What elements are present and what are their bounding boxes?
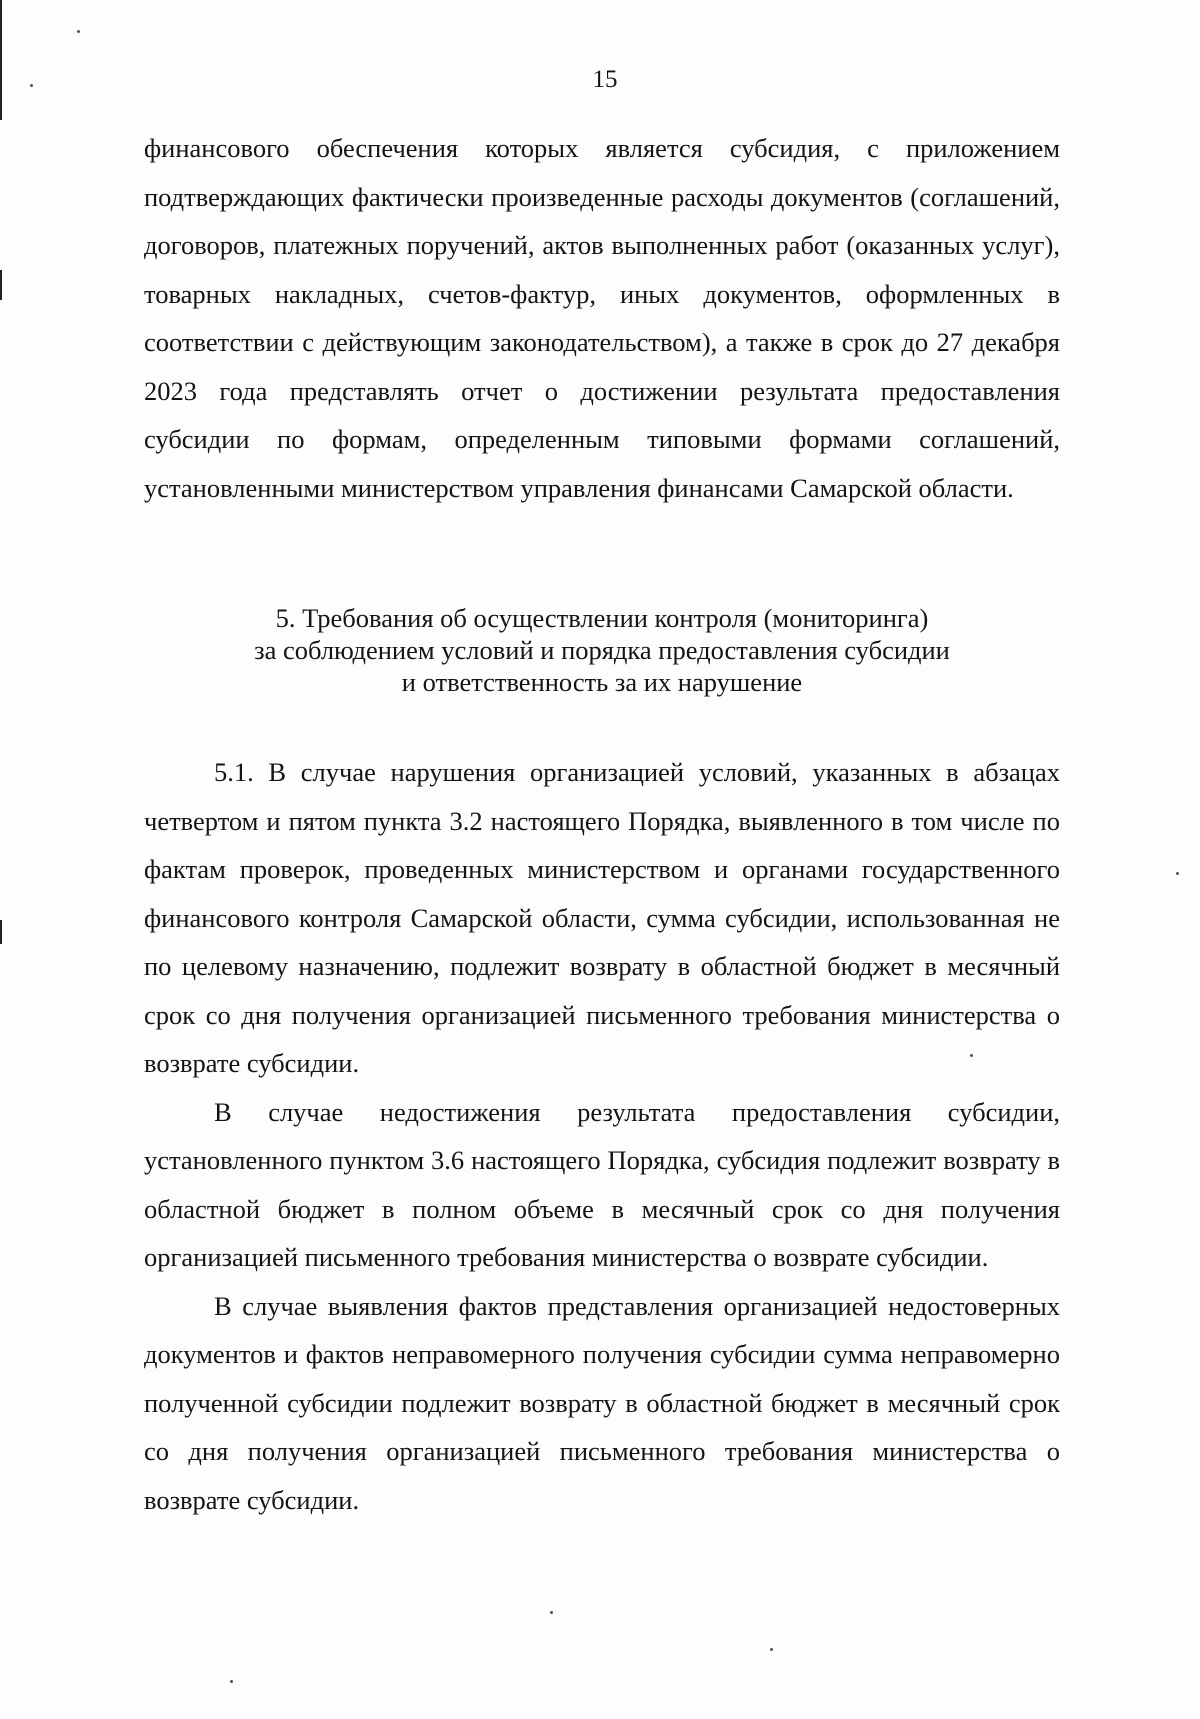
scan-edge-line xyxy=(0,920,2,944)
section-body xyxy=(144,748,1060,1524)
scan-speck xyxy=(770,1648,773,1651)
page-number: 15 xyxy=(592,66,618,93)
paragraph-4: В случае выявления фактов представления организацией недостоверных документов и фактов неправомерного получения субсидии сумма неправомерно полученной субсидии подлежит возврату в областной бюджет в месячный срок со дня получения организацией письменного требования министерства о возврате субсидии. xyxy=(144,1290,1060,1515)
scan-edge-line xyxy=(0,0,2,120)
scan-speck xyxy=(230,1680,233,1683)
scan-speck xyxy=(77,30,80,33)
paragraph-continuation xyxy=(144,124,1060,512)
paragraph-1: финансового обеспечения которых является субсидия, с приложением подтверждающих фактически произведенные расходы документов (соглашений, договоров, платежных поручений, актов выполненных работ (оказанных услуг), товарных накладных, счетов-фактур, иных документов, оформленных в соответствии с действующим законодательством), а также в срок до 27 декабря 2023 года представлять отчет о достижении результата предоставления субсидии по формам, определенным типовыми формами соглашений, установленными министерством управления финансами Самарской области. xyxy=(144,133,1060,503)
paragraph-3: В случае недостижения результата предоставления субсидии, установленного пунктом 3.6 настоящего Порядка, субсидия подлежит возврату в областной бюджет в полном объеме в месячный срок со дня получения организацией письменного требования министерства о возврате субсидии. xyxy=(144,1096,1060,1272)
scan-speck xyxy=(550,1611,553,1614)
section-heading-line-1: 5. Требования об осуществлении контроля (мониторинга) xyxy=(275,603,929,633)
paragraph-2: 5.1. В случае нарушения организацией условий, указанных в абзацах четвертом и пятом пункта 3.2 настоящего Порядка, выявленного в том числе по фактам проверок, проведенных министерством и органами государственного финансового контроля Самарской области, сумма субсидии, использованная не по целевому назначению, подлежит возврату в областной бюджет в месячный срок со дня получения организацией письменного требования министерства о возврате субсидии. xyxy=(144,757,1060,1078)
section-heading-line-3: и ответственность за их нарушение xyxy=(401,667,803,697)
section-heading-line-2: за соблюдением условий и порядка предоставления субсидии xyxy=(254,635,950,665)
section-heading xyxy=(144,602,1060,698)
scan-edge-line xyxy=(0,270,2,300)
scan-speck xyxy=(1176,872,1179,875)
